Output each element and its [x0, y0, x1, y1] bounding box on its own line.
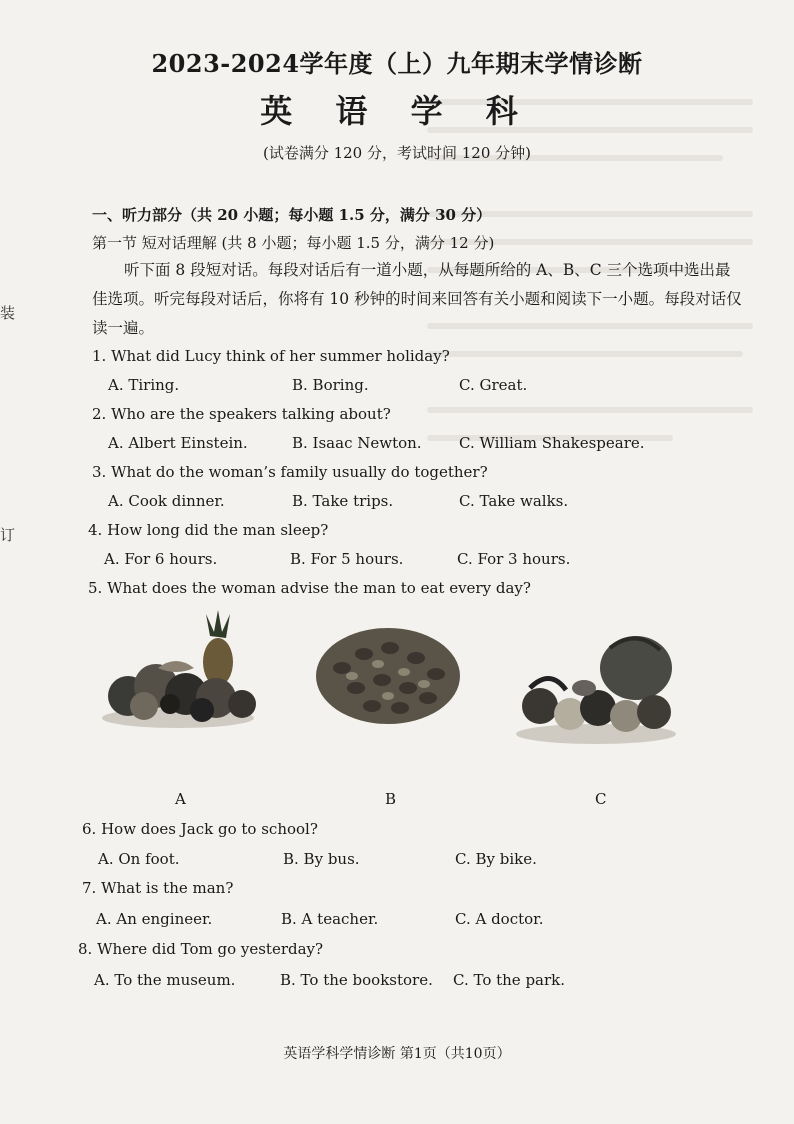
question-4: 4. How long did the man sleep? — [88, 521, 329, 539]
vegetables-picture — [510, 628, 680, 748]
question-3: 3. What do the woman’s family usually do together? — [92, 463, 488, 481]
q6-option-c: C. By bike. — [455, 850, 537, 868]
q4-option-a: A. For 6 hours. — [104, 550, 218, 568]
q1-option-a: A. Tiring. — [108, 376, 180, 394]
q8-option-c: C. To the park. — [453, 971, 566, 989]
q7-option-c: C. A doctor. — [455, 910, 544, 928]
picture-b-label: B — [385, 790, 397, 808]
picture-a-label: A — [175, 790, 186, 808]
q2-option-c: C. William Shakespeare. — [459, 434, 645, 452]
q2-option-b: B. Isaac Newton. — [292, 434, 422, 452]
question-7: 7. What is the man? — [82, 879, 234, 897]
nuts-picture — [312, 618, 462, 728]
fruit-pile-picture — [98, 606, 258, 736]
instructions: 听下面 8 段短对话。每段对话后有一道小题，从每题所给的 A、B、C 三个选项中选出最佳选项。听完每段对话后，你将有 10 秒钟的时间来回答有关小题和阅读下一小题。每段对话仅读一遍。 — [92, 261, 742, 337]
question-5: 5. What does the woman advise the man to eat every day? — [88, 579, 531, 597]
q3-option-b: B. Take trips. — [292, 492, 394, 510]
question-6: 6. How does Jack go to school? — [82, 820, 318, 838]
question-2: 2. Who are the speakers talking about? — [92, 405, 391, 423]
q4-option-b: B. For 5 hours. — [290, 550, 404, 568]
picture-c-label: C — [595, 790, 607, 808]
q1-option-c: C. Great. — [459, 376, 528, 394]
question-8: 8. Where did Tom go yesterday? — [78, 940, 324, 958]
section-heading: 一、听力部分（共 20 小题；每小题 1.5 分，满分 30 分） — [92, 206, 492, 224]
page-footer: 英语学科学情诊断 第1页（共10页） — [283, 1046, 511, 1062]
q6-option-b: B. By bus. — [283, 850, 360, 868]
q3-option-c: C. Take walks. — [459, 492, 569, 510]
subject-title: 英 语 学 科 — [260, 92, 534, 130]
q2-option-a: A. Albert Einstein. — [108, 434, 248, 452]
q1-option-b: B. Boring. — [292, 376, 369, 394]
binding-mark-2: 订 — [0, 526, 16, 544]
q8-option-b: B. To the bookstore. — [280, 971, 433, 989]
q8-option-a: A. To the museum. — [94, 971, 236, 989]
score-time-note: (试卷满分 120 分，考试时间 120 分钟) — [262, 144, 532, 162]
part-heading: 第一节 短对话理解 (共 8 小题；每小题 1.5 分，满分 12 分) — [92, 234, 495, 252]
q7-option-a: A. An engineer. — [96, 910, 213, 928]
question-1: 1. What did Lucy think of her summer holiday? — [92, 347, 450, 365]
q3-option-a: A. Cook dinner. — [108, 492, 225, 510]
binding-mark-1: 装 — [0, 304, 16, 322]
exam-title: 2023-2024学年度（上）九年期末学情诊断 — [151, 49, 643, 78]
q4-option-c: C. For 3 hours. — [457, 550, 571, 568]
q7-option-b: B. A teacher. — [281, 910, 379, 928]
q6-option-a: A. On foot. — [98, 850, 180, 868]
